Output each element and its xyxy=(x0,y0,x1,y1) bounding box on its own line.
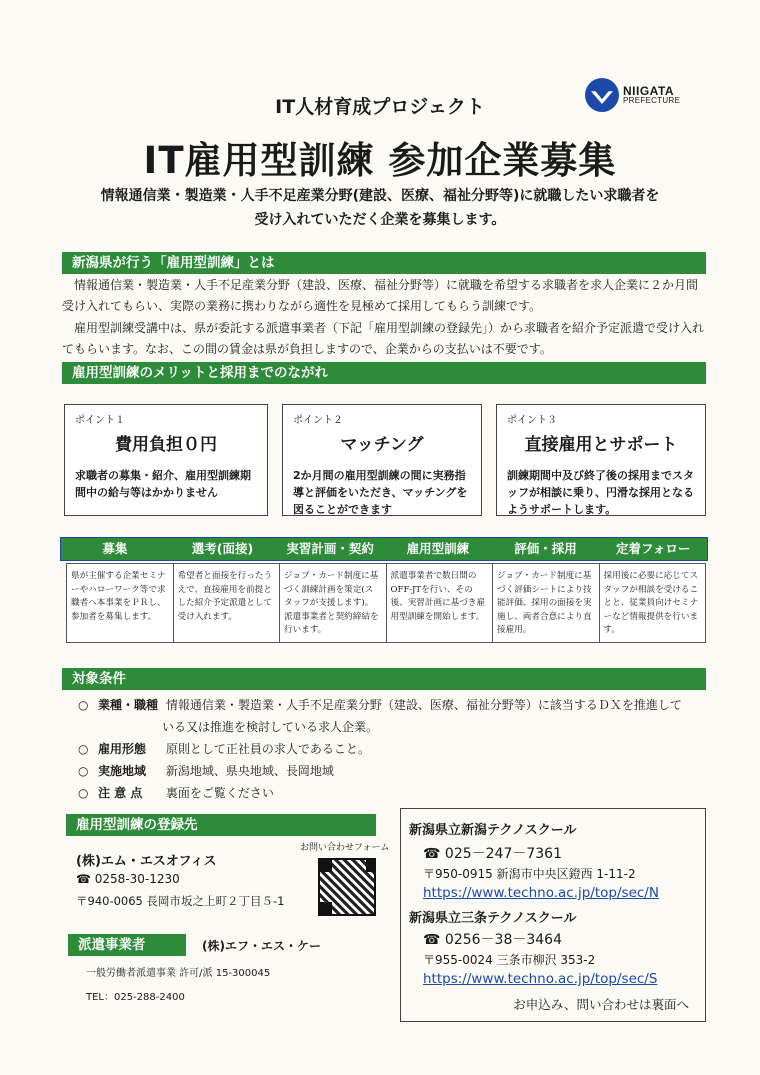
step-description: 希望者と面接を行ったうえで、直接雇用を前提とした紹介予定派遣として受け入れます。 xyxy=(174,563,281,643)
point-card-2 xyxy=(282,404,482,516)
dispatch-company: (株)エフ・エス・ケー xyxy=(202,939,321,953)
phone-icon: ☎ xyxy=(423,846,441,862)
registration-tel-row xyxy=(76,872,180,886)
registration-tel: 0258-30-1230 xyxy=(94,872,180,886)
project-subtitle: IT人材育成プロジェクト xyxy=(275,96,485,118)
flow-step-follow-up: 定着フォロー xyxy=(616,541,691,556)
dispatch-tel: TEL：025-288-2400 xyxy=(86,992,185,1003)
condition-key: 雇用形態 xyxy=(98,742,147,756)
circle-bullet-icon: ○ xyxy=(78,698,89,712)
school-address: 〒955-0024 三条市柳沢 353-2 xyxy=(423,953,596,967)
point-title: 費用負担０円 xyxy=(115,435,217,455)
condition-row xyxy=(78,782,708,804)
section-heading-conditions: 対象条件 xyxy=(62,668,706,690)
school-tel-row xyxy=(423,929,562,949)
about-paragraph-1: 情報通信業・製造業・人手不足産業分野（建設、医療、福祉分野等）に就職を希望する求職者を求人企業に２か月間受け入れてもらい、実際の業務に携わりながら適性を見極めて採用してもらう訓練です。 xyxy=(62,278,699,313)
conditions-list xyxy=(78,694,708,804)
condition-key: 業種・職種 xyxy=(98,698,159,712)
point-label: ポイント１ xyxy=(75,415,125,426)
condition-row-continued xyxy=(78,716,708,738)
flow-step-training: 雇用型訓練 xyxy=(384,538,492,560)
logo-line1: NIIGATA xyxy=(623,83,675,98)
logo-line2: PREFECTURE xyxy=(623,96,681,106)
page-title: IT雇用型訓練 参加企業募集 xyxy=(143,139,617,182)
circle-bullet-icon: ○ xyxy=(78,742,89,756)
inquiry-form-label: お問い合わせフォーム xyxy=(300,843,390,853)
step-description: 派遣事業者で数日間のOFF-JTを行い、その後、実習計画に基づき雇用型訓練を開始します。 xyxy=(387,563,494,643)
section-heading-merits: 雇用型訓練のメリットと採用までのながれ xyxy=(62,362,706,384)
registration-address: 〒940-0065 長岡市坂之上町２丁目５-1 xyxy=(76,894,285,908)
point-card-3 xyxy=(496,404,706,516)
school-name: 新潟県立新潟テクノスクール xyxy=(409,823,577,838)
school-tel: 0256－38－3464 xyxy=(444,932,562,948)
section-heading-about: 新潟県が行う「雇用型訓練」とは xyxy=(62,252,706,274)
flow-step-evaluation: 評価・採用 xyxy=(492,538,600,560)
condition-key: 注 意 点 xyxy=(98,786,143,800)
point-label: ポイント２ xyxy=(293,415,343,426)
condition-value: 新潟地域、県央地域、長岡地域 xyxy=(165,764,334,778)
flow-step-plan-contract: 実習計画・契約 xyxy=(276,538,384,560)
school-tel: 025－247－7361 xyxy=(444,846,562,862)
point-description: 2か月間の雇用型訓練の間に実務指導と評価をいただき、マッチングを図ることができます xyxy=(293,469,468,516)
point-title: 直接雇用とサポート xyxy=(524,435,678,455)
condition-key: 実施地域 xyxy=(98,764,147,778)
point-label: ポイント３ xyxy=(507,415,557,426)
dispatch-heading: 派遣事業者 xyxy=(68,934,186,956)
about-paragraph-2: 雇用型訓練受講中は、県が委託する派遣事業者（下記「雇用型訓練の登録先」）から求職者を紹介予定派遣で受け入れてもらいます。なお、この間の賃金は県が負担しますので、企業からの支払いは不要です。 xyxy=(62,321,705,356)
flow-step-interview: 選考(面接) xyxy=(169,538,277,560)
step-description: ジョブ・カード制度に基づく評価シートにより技能評価、採用の面接を実施し、両者合意により直接雇用。 xyxy=(493,563,600,643)
condition-row xyxy=(78,694,708,716)
flow-step-recruit: 募集 xyxy=(61,538,169,560)
footer-note: お申込み、問い合わせは裏面へ xyxy=(513,997,689,1012)
lead-line1: 情報通信業・製造業・人手不足産業分野(建設、医療、福祉分野等)に就職したい求職者を xyxy=(100,188,660,204)
point-title: マッチング xyxy=(340,435,424,455)
school-name: 新潟県立三条テクノスクール xyxy=(409,911,577,926)
qr-code-icon[interactable] xyxy=(318,858,376,916)
condition-value: いる又は推進を検討している求人企業。 xyxy=(162,720,379,734)
condition-value: 原則として正社員の求人であること。 xyxy=(165,742,370,756)
step-description: 県が主催する企業セミナーやハローワーク等で求職者へ本事業をＰＲし、参加者を募集します。 xyxy=(66,563,174,643)
step-description: ジョブ・カード制度に基づく訓練計画を策定(スタッフが支援します)。派遣事業者と契約締結を行います。 xyxy=(280,563,387,643)
process-step-descriptions xyxy=(66,563,706,643)
condition-value: 情報通信業・製造業・人手不足産業分野（建設、医療、福祉分野等）に該当するＤＸを推進して xyxy=(165,698,682,712)
step-description: 採用後に必要に応じてスタッフが相談を受けることと、従業員向けセミナーなど情報提供を行います。 xyxy=(600,563,707,643)
condition-value: 裏面をご覧ください xyxy=(165,786,274,800)
point-card-1 xyxy=(64,404,268,516)
process-flow-bar xyxy=(60,537,708,561)
condition-row xyxy=(78,738,708,760)
dispatch-license: 一般労働者派遣事業 許可/派 15-300045 xyxy=(86,968,271,979)
lead-text xyxy=(80,184,680,232)
point-description: 求職者の募集・紹介、雇用型訓練期間中の給与等はかかりません xyxy=(75,469,251,499)
school-url-link[interactable]: https://www.techno.ac.jp/top/sec/S xyxy=(423,971,658,987)
circle-bullet-icon: ○ xyxy=(78,786,89,800)
lead-line2: 受け入れていただく企業を募集します。 xyxy=(254,212,506,228)
phone-icon: ☎ xyxy=(76,872,91,886)
circle-bullet-icon: ○ xyxy=(78,764,89,778)
school-url-link[interactable]: https://www.techno.ac.jp/top/sec/N xyxy=(423,885,659,901)
school-tel-row xyxy=(423,843,562,863)
registration-heading: 雇用型訓練の登録先 xyxy=(66,814,376,836)
school-contact-box xyxy=(400,808,706,1022)
point-description: 訓練期間中及び終了後の採用までスタッフが相談に乗り、円滑な採用となるようサポートします。 xyxy=(507,469,694,516)
phone-icon: ☎ xyxy=(423,932,441,948)
condition-row xyxy=(78,760,708,782)
school-address: 〒950-0915 新潟市中央区鐙西 1-11-2 xyxy=(423,867,636,881)
registration-company: (株)エム・エスオフィス xyxy=(76,854,217,869)
